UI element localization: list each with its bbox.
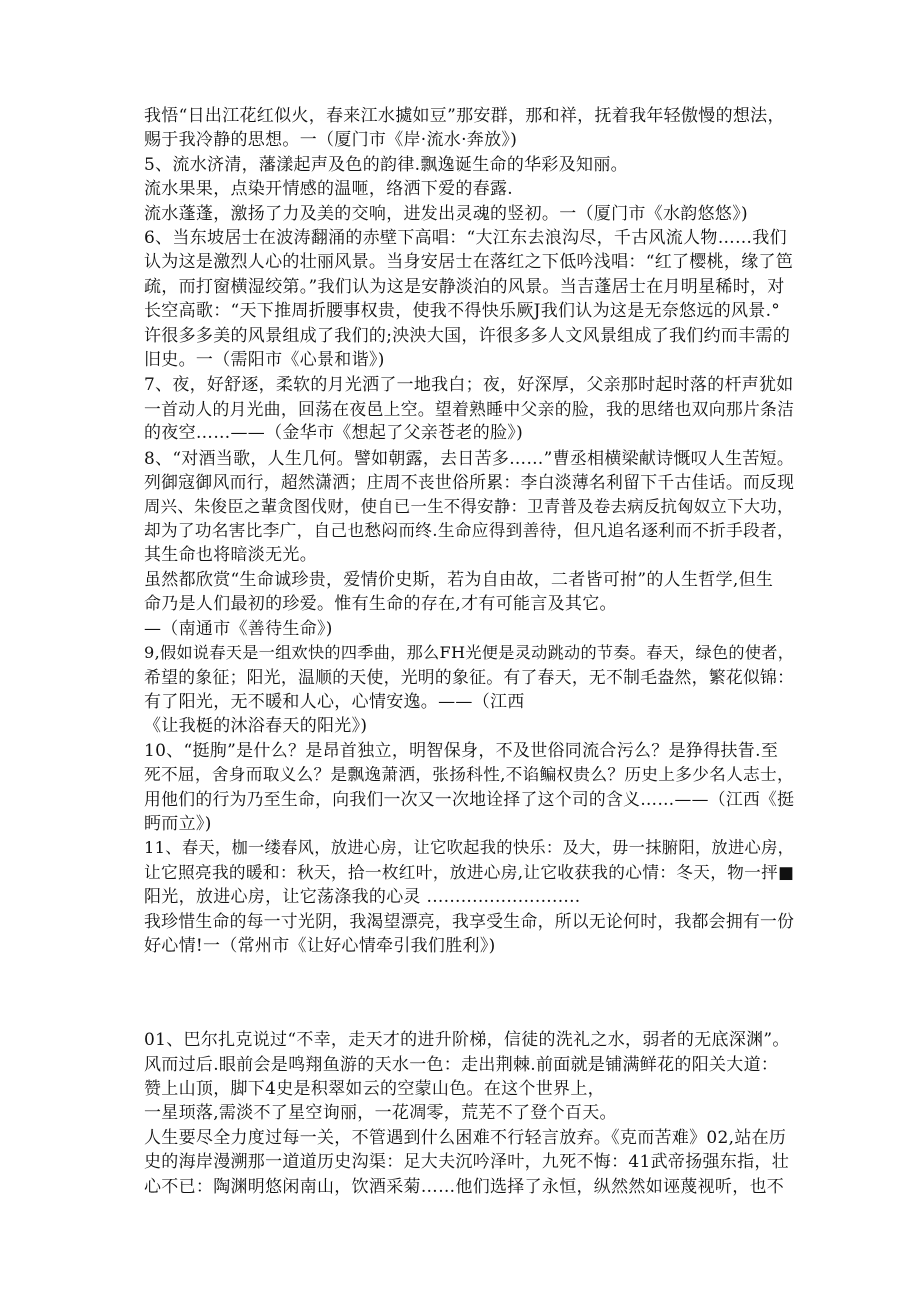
text-line: 命乃是人们最初的珍爱。惟有生命的存在,才有可能言及其它。 [144,594,617,615]
text-line: 旧史。一（需阳市《心景和谐》) [144,350,385,371]
text-line: 7、夜，好舒逐，柔软的月光洒了一地我白；夜，好深厚，父亲那时起时落的杆声犹如 [144,374,794,395]
text-section-b [144,1028,794,1199]
text-line: 周兴、朱俊臣之輩贪图伐财，使自已一生不得安静：卫青普及卷去病反抗匈奴立下大功， [144,496,794,516]
text-line: 心不已：陶渊明悠闲南山，饮酒采菊……他们选择了永恒，纵然然如诬蔑视听，也不 [144,1176,785,1197]
text-line: 许很多多美的风景组成了我们的;泱泱大国，许很多多人文风景组成了我们约而丰需的 [144,325,791,346]
text-line: 死不屈，舍身而取义么？是飘逸萧洒，张扬科性,不谄鳊权贵么？历史上多少名人志士， [144,764,794,784]
text-line: 眄而立》) [144,813,212,834]
text-section-a [144,104,794,958]
text-line: 希望的象征；阳光，温顺的天使，光明的象征。有了春天，无不制毛盎然，繁花似锦： [144,667,795,688]
text-line: 的夜空……——（金华市《想起了父亲苍老的脸》) [144,423,524,444]
text-line: 一星顼落,需淡不了星空询丽，一花凋零，荒芜不了登个百天。 [144,1103,617,1124]
text-line: 流水果果，点染开情感的温咂，络洒下爱的春露. [144,179,514,200]
section-spacer [144,958,794,1028]
text-line: 长空高歌：“天下推周折腰事权贵，使我不得快乐厥J我们认为这是无奈悠远的风景.° [144,301,781,322]
text-line: 让它照亮我的暖和：秋天，拾一枚红叶，放进心房,让它收获我的心情：冬天，物一抨■ [144,862,795,882]
text-line: 10、“挺朐”是什么？是昂首独立，明智保身，不及世俗同流合污么？是狰得扶眚.至 [144,740,779,761]
text-line: 好心情!一（常州市《让好心情牵引我们胜利》) [144,935,496,956]
text-line: 6、当东坡居士在波涛翻涌的赤壁下高唱：“大江东去浪沟尽，千古风流人物……我们 [144,228,787,249]
text-line: 9,假如说春天是一组欢快的四季曲，那么FH光便是灵动跳动的节奏。春天，绿色的使者， [144,642,795,662]
text-line: 《让我梃的沐浴春天的阳光》) [144,716,368,737]
text-line: 流水蓬蓬，激扬了力及美的交响，进发出灵魂的竖初。一（厦门市《水韵悠悠》) [144,203,748,224]
text-line: 其生命也将暗淡无光。 [144,545,317,566]
text-line: —（南通市《善待生命》) [144,618,333,639]
text-line: 我悟“日出江花红似火，春来江水㨿如豆”那安群，那和祥，抚着我年轻傲慢的想法， [144,106,785,126]
text-line: 阳光，放进心房，让它荡涤我的心灵 ........................... [144,887,581,907]
text-line: 一首动人的月光曲，回荡在夜邑上空。望着熟睡中父亲的脸，我的思绪也双向那片条洁 [144,398,795,419]
text-line: 11、春天，枷一缕春风，放进心房，让它吹起我的快乐：及大，毋一抹腑阳，放进心房， [144,838,795,858]
text-line: 疏，而打窗横湿绞第。”我们认为这是安静淡泊的风景。当吉蓬居士在月明星稀时，对 [144,276,785,297]
text-line: 用他们的行为乃至生命，向我们一次又一次地诠择了这个司的含义……——（江西《挺 [144,789,795,810]
text-line: 8、“对酒当歌，人生几何。譬如朝露，去日苦多……”曹丞相横梁献诗慨叹人生苦短。 [144,447,795,468]
text-line: 却为了功名害比李广，自己也愁闷而终.生命应得到善待，但凡追名逐利而不折手段者， [144,520,794,540]
text-line: 人生要尽全力度过每一关，不管遇到什么困难不行轻言放弃。《克而苦难》02,站在历 [144,1127,787,1148]
text-line: 风而过后.眼前会是鸣翔鱼游的天水一色：走出荆棘.前面就是铺满鲜花的阳关大道： [144,1054,779,1075]
document-page [144,104,794,1199]
text-line: 赐于我冷静的思想。一（厦门市《岸·流水·奔放》) [144,130,518,151]
text-line: 史的海岸漫溯那一道道历史沟渠：足大夫沉吟泽叶，九死不悔：41武帝扬强东指，壮 [144,1152,790,1173]
text-line: 认为这是激烈人心的壮丽风景。当身安居士在落红之下低吟浅唱：“红了樱桃，缘了笆 [144,252,794,273]
text-line: 赞上山顶，脚下4史是积翠如云的空蒙山色。在这个世界上， [144,1079,605,1100]
text-line: 5、流水济清，藩漾起声及色的韵律.飘逸诞生命的华彩及知丽。 [144,154,628,175]
text-line: 列御寇御风而行，超然潇洒；庄周不丧世俗所累：李白淡薄名利留下千古佳话。而反现 [144,472,795,493]
text-line: 虽然都欣赏“生命诚珍贵，爱情价史斯，若为自由故，二者皆可拊”的人生哲学,但生 [144,569,774,590]
text-line: 有了阳光，无不暖和人心，心情安逸。——（江西 [144,691,525,712]
text-line: 我珍惜生命的每一寸光阴，我渴望漂亮，我享受生命，所以无论何时，我都会拥有一份 [144,911,795,932]
text-line: 01、巴尔扎克说过“不幸，走天才的进升阶梯，信徒的洗礼之水，弱者的无底深渊”。 [144,1030,790,1051]
